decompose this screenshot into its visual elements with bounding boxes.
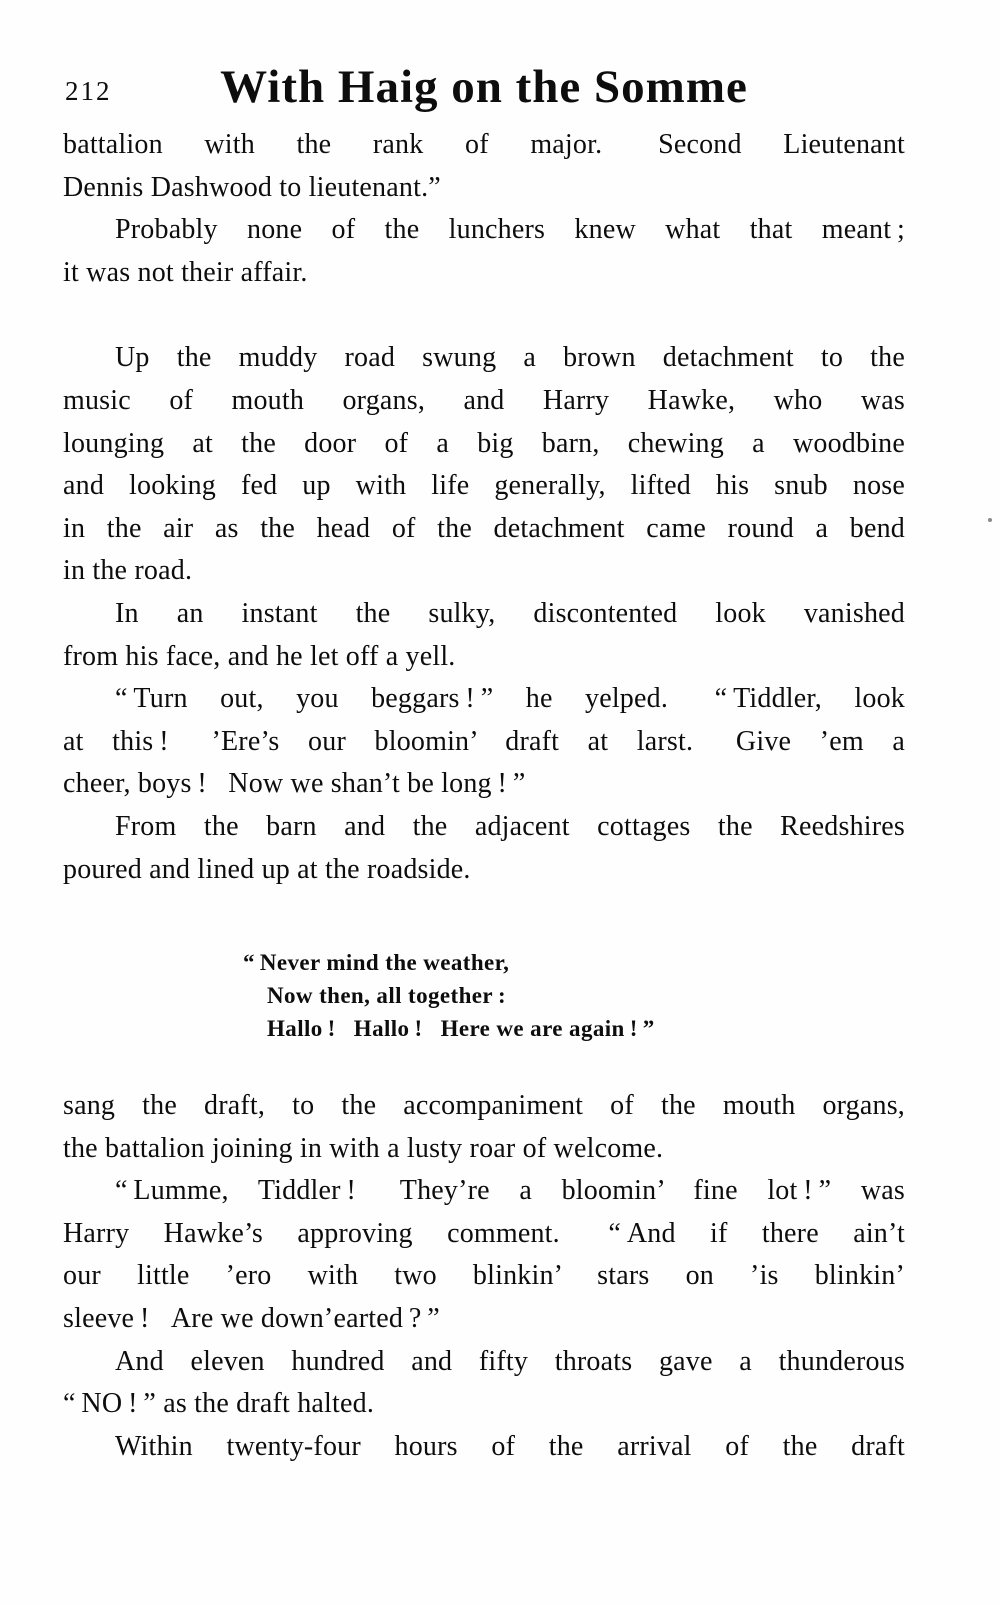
text-line: battalion with the rank of major. Second Lieutenant [63, 129, 905, 160]
text-line: music of mouth organs, and Harry Hawke, who was [63, 384, 905, 416]
text-line: Harry Hawke’s approving comment. “ And if there ain’t [63, 1217, 905, 1249]
page-header [63, 60, 905, 114]
scan-speck [988, 518, 992, 522]
verse-line: Now then, all together : [267, 983, 507, 1009]
song-verse [63, 946, 905, 1045]
paragraph [63, 337, 905, 593]
running-title: With Haig on the Somme [220, 61, 748, 113]
text-line: in the air as the head of the detachment came round a bend [63, 512, 905, 544]
paragraph [63, 1341, 905, 1426]
paragraph [63, 124, 905, 209]
text-line: our little ’ero with two blinkin’ stars on ’is blinkin’ [63, 1260, 905, 1292]
text-line: and looking fed up with life generally, lifted his snub nose [63, 470, 905, 502]
paragraph [63, 1170, 905, 1340]
paragraph [63, 593, 905, 678]
page-number: 212 [65, 76, 112, 106]
text-line: Up the muddy road swung a brown detachment to the [115, 342, 905, 374]
paragraph [63, 1426, 905, 1469]
text-line: sang the draft, to the accompaniment of the mouth organs, [63, 1090, 905, 1122]
text-line: poured and lined up at the roadside. [63, 853, 471, 885]
paragraph [63, 806, 905, 891]
text-line: In an instant the sulky, discontented look vanished [115, 597, 905, 629]
text-line: at this ! ’Ere’s our bloomin’ draft at larst. Give ’em a [63, 725, 905, 757]
text-line: “ NO ! ” as the draft halted. [63, 1388, 375, 1420]
page-body [63, 124, 905, 1468]
paragraph [63, 678, 905, 806]
text-line: And eleven hundred and fifty throats gave a thunderous [115, 1345, 905, 1377]
text-line: “ Turn out, you beggars ! ” he yelped. “ Tiddler, look [115, 683, 905, 715]
text-line: Dennis Dashwood to lieutenant.” [63, 171, 441, 203]
verse-line: Hallo ! Hallo ! Here we are again ! ” [267, 1016, 655, 1042]
verse-line: “ Never mind the weather, [243, 950, 510, 976]
text-line: From the barn and the adjacent cottages the Reedshires [115, 810, 905, 842]
text-line: Probably none of the lunchers knew what that meant ; [115, 214, 905, 246]
text-line: the battalion joining in with a lusty roar of welcome. [63, 1132, 664, 1164]
text-line: it was not their affair. [63, 256, 308, 288]
text-line: “ Lumme, Tiddler ! They’re a bloomin’ fine lot ! ” was [115, 1175, 905, 1207]
paragraph [63, 209, 905, 294]
text-line: lounging at the door of a big barn, chewing a woodbine [63, 427, 905, 459]
text-line: cheer, boys ! Now we shan’t be long ! ” [63, 768, 526, 800]
text-line: sleeve ! Are we down’earted ? ” [63, 1303, 440, 1335]
text-line: Within twenty-four hours of the arrival of the draft [115, 1430, 905, 1462]
text-line: in the road. [63, 555, 193, 587]
text-line: from his face, and he let off a yell. [63, 640, 456, 672]
paragraph [63, 1085, 905, 1170]
